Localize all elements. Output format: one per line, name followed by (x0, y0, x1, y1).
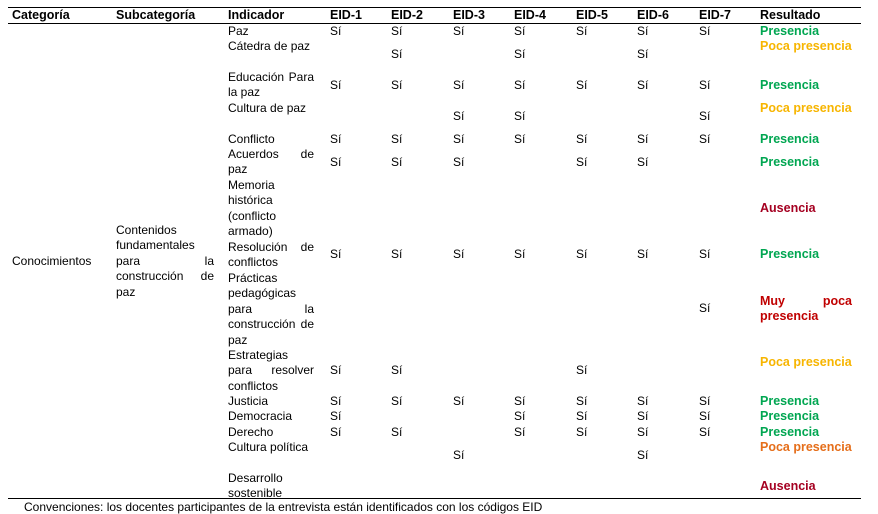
result-cell: Ausencia (760, 479, 816, 493)
result-cell: Poca presencia (760, 440, 852, 454)
result-cell: Presencia (760, 155, 820, 169)
result-cell: Poca presencia (760, 355, 852, 369)
eid-7-mark: Sí (699, 409, 711, 423)
eid-2-mark: Sí (391, 78, 403, 92)
result-cell: Poca presencia (760, 39, 852, 53)
eid-3-mark: Sí (453, 78, 465, 92)
eid-2-mark: Sí (391, 425, 403, 439)
eid-4-mark: Sí (514, 132, 526, 146)
indicator-cell: Cultura de paz (228, 101, 307, 115)
indicator-cell: Democracia (228, 409, 293, 423)
indicator-cell: Desarrollo sostenible (228, 471, 283, 501)
eid-5-mark: Sí (576, 409, 588, 423)
eid-2-mark: Sí (391, 394, 403, 408)
eid-4-mark: Sí (514, 394, 526, 408)
eid-2-mark: Sí (391, 24, 403, 38)
result-cell: Presencia (760, 425, 820, 439)
table-header-rule (8, 23, 861, 24)
indicator-cell: Memoria histórica (conflicto armado) (228, 178, 277, 239)
eid-6-mark: Sí (637, 155, 649, 169)
eid-7-mark: Sí (699, 394, 711, 408)
eid-1-mark: Sí (330, 363, 342, 377)
eid-1-mark: Sí (330, 132, 342, 146)
eid-1-mark: Sí (330, 409, 342, 423)
indicator-cell: Conflicto (228, 132, 275, 146)
result-cell: Presencia (760, 78, 820, 92)
header-eid-7: EID-7 (699, 8, 731, 22)
eid-6-mark: Sí (637, 409, 649, 423)
eid-5-mark: Sí (576, 155, 588, 169)
eid-6-mark: Sí (637, 425, 649, 439)
eid-6-mark: Sí (637, 247, 649, 261)
eid-6-mark: Sí (637, 47, 649, 61)
eid-7-mark: Sí (699, 109, 711, 123)
indicator-cell: Educación Para la paz (228, 70, 314, 100)
eid-2-mark: Sí (391, 132, 403, 146)
result-cell: Presencia (760, 247, 820, 261)
indicator-cell: Resolución de conflictos (228, 240, 314, 270)
eid-4-mark: Sí (514, 247, 526, 261)
eid-7-mark: Sí (699, 132, 711, 146)
eid-3-mark: Sí (453, 448, 465, 462)
result-cell: Poca presencia (760, 101, 852, 115)
eid-7-mark: Sí (699, 247, 711, 261)
eid-4-mark: Sí (514, 409, 526, 423)
eid-5-mark: Sí (576, 132, 588, 146)
eid-5-mark: Sí (576, 425, 588, 439)
footnote: Convenciones: los docentes participantes de la entrevista están identificados con los códigos EID (24, 500, 543, 514)
eid-6-mark: Sí (637, 78, 649, 92)
eid-1-mark: Sí (330, 155, 342, 169)
eid-4-mark: Sí (514, 109, 526, 123)
eid-1-mark: Sí (330, 24, 342, 38)
eid-6-mark: Sí (637, 132, 649, 146)
eid-4-mark: Sí (514, 425, 526, 439)
eid-4-mark: Sí (514, 24, 526, 38)
eid-3-mark: Sí (453, 394, 465, 408)
eid-5-mark: Sí (576, 394, 588, 408)
subcategory-cell: Contenidos fundamentales para la construcción de paz (116, 223, 214, 299)
eid-5-mark: Sí (576, 24, 588, 38)
header-eid-3: EID-3 (453, 8, 485, 22)
eid-7-mark: Sí (699, 301, 711, 315)
eid-2-mark: Sí (391, 155, 403, 169)
eid-1-mark: Sí (330, 394, 342, 408)
indicator-cell: Acuerdos de paz (228, 147, 314, 177)
eid-5-mark: Sí (576, 78, 588, 92)
result-cell: Presencia (760, 132, 820, 146)
header-eid-1: EID-1 (330, 8, 362, 22)
eid-6-mark: Sí (637, 394, 649, 408)
indicator-cell: Paz (228, 24, 249, 38)
indicator-cell: Cátedra de paz (228, 39, 311, 53)
table-bottom-rule (8, 498, 861, 499)
eid-7-mark: Sí (699, 24, 711, 38)
eid-3-mark: Sí (453, 109, 465, 123)
indicator-cell: Derecho (228, 425, 274, 439)
header-subcategoria: Subcategoría (116, 8, 196, 22)
header-indicador: Indicador (228, 8, 285, 22)
indicator-cell: Estrategias para resolver conflictos (228, 348, 314, 393)
eid-4-mark: Sí (514, 78, 526, 92)
result-cell: Presencia (760, 394, 820, 408)
eid-1-mark: Sí (330, 78, 342, 92)
indicator-cell: Cultura política (228, 440, 309, 454)
indicator-cell: Prácticas pedagógicas para la construcción de paz (228, 271, 314, 347)
eid-7-mark: Sí (699, 78, 711, 92)
header-eid-2: EID-2 (391, 8, 423, 22)
category-cell: Conocimientos (12, 254, 92, 268)
header-eid-4: EID-4 (514, 8, 546, 22)
eid-2-mark: Sí (391, 47, 403, 61)
eid-5-mark: Sí (576, 363, 588, 377)
eid-1-mark: Sí (330, 247, 342, 261)
eid-3-mark: Sí (453, 247, 465, 261)
indicator-cell: Justicia (228, 394, 269, 408)
eid-1-mark: Sí (330, 425, 342, 439)
eid-6-mark: Sí (637, 448, 649, 462)
table-top-rule (8, 7, 861, 8)
eid-7-mark: Sí (699, 425, 711, 439)
result-cell: Presencia (760, 24, 820, 38)
eid-3-mark: Sí (453, 132, 465, 146)
header-eid-6: EID-6 (637, 8, 669, 22)
eid-4-mark: Sí (514, 47, 526, 61)
header-resultado: Resultado (760, 8, 821, 22)
result-cell: Muy poca presencia (760, 294, 852, 324)
eid-3-mark: Sí (453, 155, 465, 169)
eid-6-mark: Sí (637, 24, 649, 38)
header-categoria: Categoría (12, 8, 70, 22)
eid-3-mark: Sí (453, 24, 465, 38)
result-cell: Presencia (760, 409, 820, 423)
header-eid-5: EID-5 (576, 8, 608, 22)
eid-2-mark: Sí (391, 247, 403, 261)
eid-2-mark: Sí (391, 363, 403, 377)
result-cell: Ausencia (760, 201, 816, 215)
eid-5-mark: Sí (576, 247, 588, 261)
